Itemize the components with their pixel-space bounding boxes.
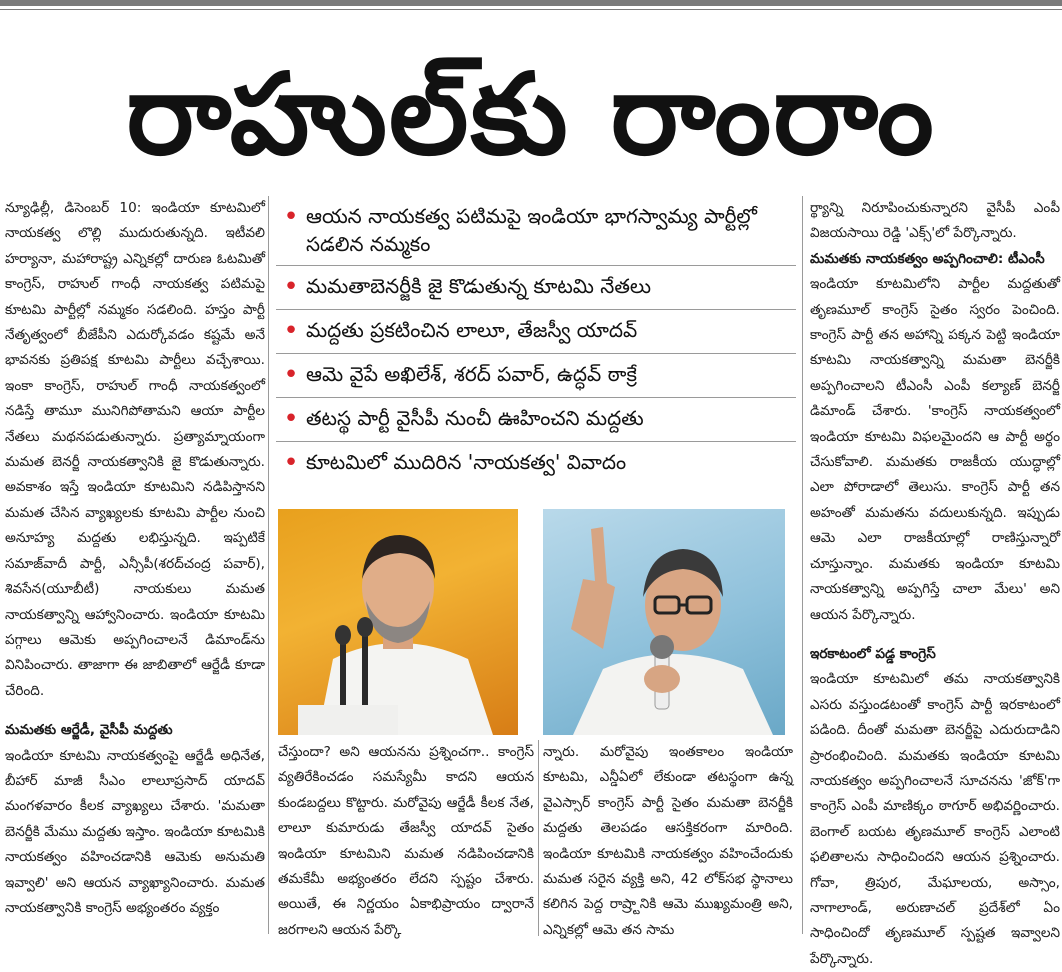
highlight-item (276, 310, 796, 354)
article-column-middle-b (543, 740, 793, 936)
article-subhead: మమతకు ఆర్జేడీ, వైసీపీ మద్దతు (5, 722, 173, 739)
highlight-item (276, 354, 796, 398)
top-border-hairline (0, 9, 1062, 10)
highlight-item (276, 196, 796, 266)
article-paragraph: న్నారు. మరోవైపు ఇంతకాలం ఇండియా కూటమి, ఎన్డీఏలో లేకుండా తటస్థంగా ఉన్న వైఎస్సార్‌ కాంగ్రెస్‌ పార్టీ సైతం మమతా బెనర్జీకి మద్దతు తెలపడం ఆసక్తికరంగా మారింది. ఇండియా కూటమికి నాయకత్వం వహించేందుకు మమత సరైన వ్యక్తి అని, 42 లోక్‌సభ స్థానాలు కలిగిన పెద్ద రాష్ర్టానికి ఆమె ముఖ్యమంత్రి అని, ఎన్నికల్లో ఆమె తన సామ (543, 744, 793, 938)
highlight-text: ఆమె వైపే అఖిలేశ్‌, శరద్‌ పవార్‌, ఉద్ధవ్‌ ఠాక్రే (306, 362, 637, 386)
photo-mamata-banerjee (543, 509, 785, 735)
red-bullet-icon: • (283, 272, 299, 302)
column-divider (802, 196, 803, 934)
headline: రాహుల్‌కు రాంరాం (126, 50, 936, 180)
article-paragraph: ఇండియా కూటమి నాయకత్వంపై ఆర్జేడీ అధినేత, బీహార్‌ మాజీ సీఎం లాలూప్రసాద్‌ యాదవ్‌ మంగళవారం కీలక వ్యాఖ్యలు చేశారు. 'మమతా బెనర్జీకి మేము మద్దతు ఇస్తాం. ఇండియా కూటమికి నాయకత్వం వహించడానికి ఆమెకు అనుమతి ఇవ్వాలి' అని ఆయన వ్యాఖ్యానించారు. మమత నాయకత్వానికి కాంగ్రెస్‌ అభ్యంతరం వ్యక్తం (5, 747, 265, 916)
highlight-text: కూటమిలో ముదిరిన 'నాయకత్వ' వివాదం (306, 450, 627, 474)
top-border-rule (0, 0, 1062, 6)
red-bullet-icon: • (283, 202, 299, 232)
highlights-list (276, 196, 796, 496)
article-column-left (5, 196, 265, 936)
article-column-right (810, 196, 1060, 967)
red-bullet-icon: • (283, 316, 299, 346)
article-paragraph: ర్థ్యాన్ని నిరూపించుకున్నారని వైసీపీ ఎంపీ విజయసాయి రెడ్డి 'ఎక్స్‌'లో పేర్కొన్నారు. (810, 200, 1060, 242)
red-bullet-icon: • (283, 360, 299, 390)
red-bullet-icon: • (283, 448, 299, 478)
article-paragraph: న్యూఢిల్లీ, డిసెంబర్‌ 10: ఇండియా కూటమిలో నాయకత్వ లొల్లి ముదురుతున్నది. ఇటీవలి హర్యానా, మహారాష్ట్ర ఎన్నికల్లో దారుణ ఓటమితో కాంగ్రెస్‌, రాహుల్‌ గాంధీ నాయకత్వ పటిమపై కూటమి పార్టీల్లో నమ్మకం సడలింది. హస్తం పార్టీ నేతృత్వంలో బీజేపీని ఎదుర్కోవడం కష్టమే అనే భావనకు ప్రతిపక్ష కూటమి పార్టీలు వచ్చేశాయి. ఇంకా కాంగ్రెస్‌, రాహుల్‌ గాంధీ నాయకత్వంలో నడిస్తే తామూ మునిగిపోతామని ఆయా పార్టీల నేతలు మథనపడుతున్నారు. ప్రత్యామ్నాయంగా మమత బెనర్జీ నాయకత్వానికి జై కొడుతున్నారు. అవకాశం ఇస్తే ఇండియా కూటమిని నడిపిస్తానని మమత చేసిన వ్యాఖ్యలకు కూటమి పార్టీల నుంచి అనూహ్య మద్దతు లభిస్తున్నది. ఇప్పటికే సమాజ్‌వాదీ పార్టీ, ఎన్సీపీ(శరద్‌చంద్ర పవార్‌), శివసేన(యూబీటీ) నాయకులు మమత నాయకత్వాన్ని ఆహ్వానించారు. ఇండియా కూటమి పగ్గాలు ఆమెకు అప్పగించాలనే డిమాండ్‌ను వినిపించారు. తాజాగా ఈ జాబితాలో ఆర్జేడీ కూడా చేరింది. (5, 200, 265, 699)
column-divider (538, 740, 539, 936)
highlight-text: మమతాబెనర్జీకి జై కొడుతున్న కూటమి నేతలు (306, 274, 651, 298)
speaker-illustration (543, 509, 785, 735)
article-paragraph: ఇండియా కూటమిలో తమ నాయకత్వానికి ఎసరు వస్తుండటంతో కాంగ్రెస్‌ పార్టీ ఇరకాటంలో పడింది. దీంతో మమతా బెనర్జీపై ఎదురుదాడిని ప్రారంభించింది. మమతకు ఇండియా కూటమి నాయకత్వం అప్పగించాలనే సూచనను 'జోక్‌'గా కాంగ్రెస్‌ ఎంపీ మాణిక్కం ఠాగూర్‌ అభివర్ణించారు. బెంగాల్‌ బయట తృణమూల్‌ కాంగ్రెస్‌ ఎలాంటి ఫలితాలను సాధించిందని ఆయన ప్రశ్నించారు. గోవా, త్రిపుర, మేఘాలయ, అస్సాం, నాగాలాండ్‌, అరుణాచల్‌ ప్రదేశ్‌లో ఏం సాధించిందో తృణమూల్‌ స్పష్టత ఇవ్వాలని పేర్కొన్నారు. (810, 671, 1060, 967)
article-paragraph: ఇండియా కూటమిలోని పార్టీల మద్దతుతో తృణమూల్‌ కాంగ్రెస్‌ సైతం స్వరం పెంచింది. కాంగ్రెస్‌ పార్టీ తన అహాన్ని పక్కన పెట్టి ఇండియా కూటమి నాయకత్వాన్ని మమతా బెనర్జీకి అప్పగించాలని టీఎంసీ ఎంపీ కల్యాణ్‌ బెనర్జీ డిమాండ్‌ చేశారు. 'కాంగ్రెస్‌ నాయకత్వంలో ఇండియా కూటమి విఫలమైందని ఆ పార్టీ అర్థం చేసుకోవాలి. మమతకు రాజకీయ యుద్ధాల్లో ఎలా పోరాడాలో తెలుసు. కాంగ్రెస్‌ పార్టీ తన అహంతో మమతను వదులుకున్నది. ఇప్పుడు ఆమె ఎలా రాజకీయాల్లో రాణిస్తున్నారో చూస్తున్నాం. మమతకు ఇండియా కూటమి నాయకత్వాన్ని అప్పగిస్తే చాలా మేలు' అని ఆయన పేర్కొన్నారు. (810, 276, 1060, 623)
highlight-item (276, 398, 796, 442)
speaker-illustration (278, 509, 518, 735)
article-column-middle-a (278, 740, 534, 936)
article-paragraph: చేస్తుందా? అని ఆయనను ప్రశ్నించగా.. కాంగ్రెస్‌ వ్యతిరేకించడం సమస్యేమీ కాదని ఆయన కుండబద్దలు కొట్టారు. మరోవైపు ఆర్జేడీ కీలక నేత, లాలూ కుమారుడు తేజస్వీ యాదవ్‌ సైతం ఇండియా కూటమిని మమత నడిపించడానికి తమకేమీ అభ్యంతరం లేదని స్పష్టం చేశారు. అయితే, ఈ నిర్ణయం ఏకాభిప్రాయం ద్వారానే జరగాలని ఆయన పేర్కొ (278, 744, 534, 938)
highlight-item (276, 442, 796, 485)
highlight-text: తటస్థ పార్టీ వైసీపీ నుంచీ ఊహించని మద్దతు (306, 406, 644, 430)
article-subhead: ఇరకాటంలో పడ్డ కాంగ్రెస్‌ (810, 645, 936, 662)
highlight-item (276, 266, 796, 310)
highlight-text: మద్దతు ప్రకటించిన లాలూ, తేజస్వీ యాదవ్ (306, 318, 638, 342)
highlight-text: ఆయన నాయకత్వ పటిమపై ఇండియా భాగస్వామ్య పార్టీల్లో సడలిన నమ్మకం (306, 204, 758, 256)
article-lead-bold: మమతకు నాయకత్వం అప్పగించాలి: టీఎంసీ (810, 250, 1045, 267)
column-divider (268, 196, 269, 934)
red-bullet-icon: • (283, 404, 299, 434)
photo-rahul-gandhi (278, 509, 518, 735)
